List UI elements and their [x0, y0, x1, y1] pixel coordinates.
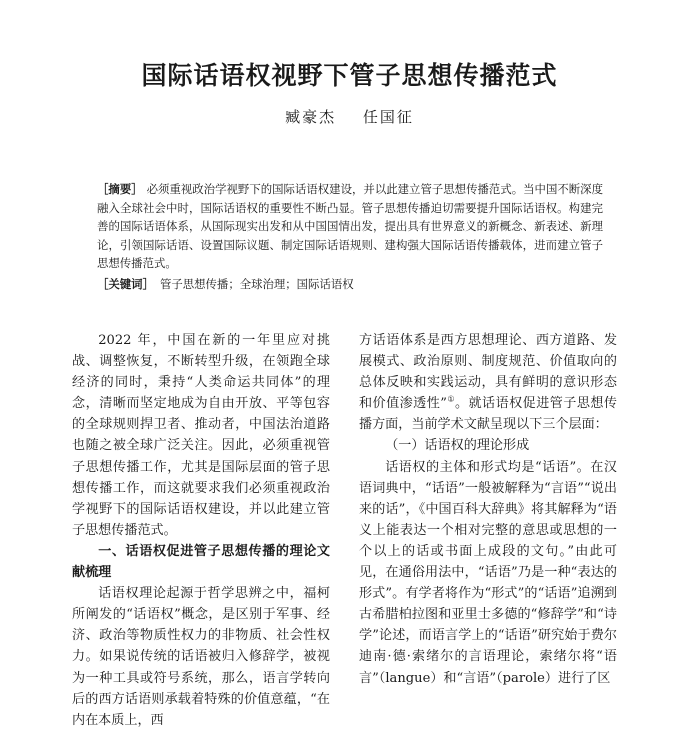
- body-paragraph: 话语权的主体和形式均是“话语”。在汉语词典中，“话语”一般被解释为“言语”“说出来的话”，《中国百科大辞典》将其解释为“语义上能表达一个相对完整的意思或思想的一个以上的话或书面上成段的文句。”由此可见，在通俗用法中，“话语”乃是一种“表达的形式”。有学者将作为“形式”的“话语”追溯到古希腊柏拉图和亚里士多德的“修辞学”和“诗学”论述，而语言学上的“话语”研究始于费尔迪南·德·索绪尔的言语理论，索绪尔将“语言”（langue）和“言语”（parole）进行了区: [359, 459, 617, 686]
- abstract-body: 必须重视政治学视野下的国际话语权建设，并以此建立管子思想传播范式。当中国不断深度融入全球社会中时，国际话语权的重要性不断凸显。管子思想传播迫切需要提升国际话语权。构建完善的国际话语体系，从国际现实出发和从中国国情出发，提出具有世界意义的新概念、新表述、新理论，引领国际话语、设置国际议题、制定国际话语规则、建构强大国际话语传播载体，进而建立管子思想传播范式。: [97, 182, 603, 271]
- author-list: [0, 106, 699, 127]
- author-name: 任国征: [362, 108, 414, 126]
- abstract-label: ［摘要］: [97, 182, 143, 196]
- paragraph-text: 。就话语权促进管子思想传播方面，当前学术文献呈现以下三个层面：: [359, 396, 617, 433]
- keywords-text: 管子思想传播；全球治理；国际话语权: [159, 277, 354, 291]
- paragraph-text: 方话语体系是西方思想理论、西方道路、发展模式、政治原则、制度规范、价值取向的总体反映和实践运动，具有鲜明的意识形态和价值渗透性”: [359, 333, 617, 412]
- subsection-heading: （一）话语权的理论形成: [385, 438, 530, 454]
- body-paragraph: 话语权理论起源于哲学思辨之中，福柯所阐发的“话语权”概念，是区别于军事、经济、政治等物质性权力的非物质、社会性权力。如果说传统的话语被归入修辞学，被视为一种工具或符号系统，那么，语言学转向后的西方话语则承载着特殊的价值意蕴，“在内在本质上，西: [72, 586, 330, 728]
- body-paragraph: [359, 330, 617, 435]
- section-heading: 一、话语权促进管子思想传播的理论文献梳理: [72, 543, 330, 581]
- abstract: [97, 180, 603, 273]
- author-name: 臧豪杰: [285, 108, 337, 126]
- keywords: [97, 275, 603, 293]
- body-column-right: [359, 330, 617, 689]
- body-paragraph: 2022 年，中国在新的一年里应对挑战、调整恢复，不断转型升级，在领跑全球经济的同时，秉持“人类命运共同体”的理念，清晰而坚定地成为自由开放、平等包容的全球规则捍卫者、推动者，中国法治道路也随之被全球广泛关注。因此，必须重视管子思想传播工作，尤其是国际层面的管子思想传播工作，而这就要求我们必须重视政治学视野下的国际话语权建设，并以此建立管子思想传播范式。: [72, 333, 330, 538]
- body-column-left: [72, 330, 330, 731]
- keywords-label: ［关键词］: [97, 277, 154, 291]
- footnote-marker[interactable]: ①: [446, 394, 455, 404]
- paper-title: 国际话语权视野下管子思想传播范式: [141, 61, 558, 90]
